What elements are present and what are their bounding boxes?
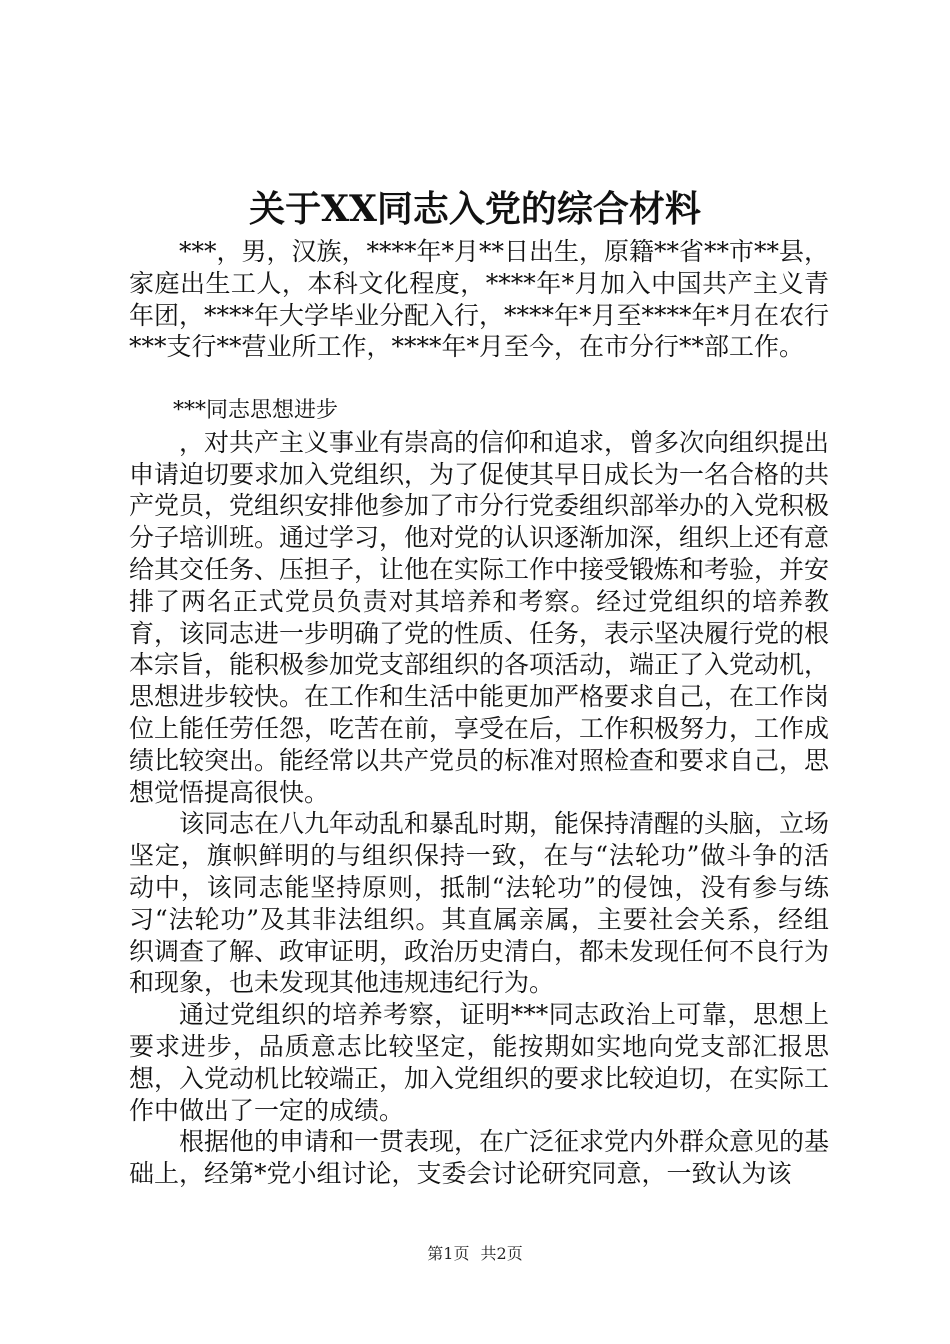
document-body (129, 236, 829, 1190)
paragraph-assessment: 通过党组织的培养考察，证明***同志政治上可靠，思想上要求进步，品质意志比较坚定，能按期如实地向党支部汇报思想，入党动机比较端正，加入党组织的要求比较迫切，在实际工作中做出了一定的成绩。 (129, 1000, 830, 1125)
paragraph-political-stance: 该同志在八九年动乱和暴乱时期，能保持清醒的头脑，立场坚定，旗帜鲜明的与组织保持一致，在与“法轮功”做斗争的活动中，该同志能坚持原则，抵制“法轮功”的侵蚀，没有参与练习“法轮功”及其非法组织。其直属亲属，主要社会关系，经组织调查了解、政审证明，政治历史清白，都未发现任何不良行为和现象，也未发现其他违规违纪行为。 (129, 809, 830, 998)
section-subheading: ***同志思想进步 (173, 397, 339, 423)
page-total: 共2页 (480, 1244, 523, 1263)
paragraph-conclusion: 根据他的申请和一贯表现，在广泛征求党内外群众意见的基础上，经第*党小组讨论，支委会讨论研究同意，一致认为该 (129, 1127, 830, 1189)
page-footer (0, 1244, 950, 1264)
document-title: 关于XX同志入党的综合材料 (249, 188, 701, 230)
paragraph-personal-info: ***，男，汉族，****年*月**日出生，原籍**省**市**县，家庭出生工人，本科文化程度，****年*月加入中国共产主义青年团，****年大学毕业分配入行，****年*月至****年*月在农行***支行**营业所工作，****年*月至今，在市分行**部工作。 (129, 237, 830, 362)
paragraph-ideological-progress: ，对共产主义事业有崇高的信仰和追求，曾多次向组织提出申请迫切要求加入党组织，为了促使其早日成长为一名合格的共产党员，党组织安排他参加了市分行党委组织部举办的入党积极分子培训班。通过学习，他对党的认识逐渐加深，组织上还有意给其交任务、压担子，让他在实际工作中接受锻炼和考验，并安排了两名正式党员负责对其培养和考察。经过党组织的培养教育，该同志进一步明确了党的性质、任务，表示坚决履行党的根本宗旨，能积极参加党支部组织的各项活动，端正了入党动机，思想进步较快。在工作和生活中能更加严格要求自己，在工作岗位上能任劳任怨，吃苦在前，享受在后，工作积极努力，工作成绩比较突出。能经常以共产党员的标准对照检查和要求自己，思想觉悟提高很快。 (129, 427, 830, 807)
page-number: 第1页 (427, 1244, 470, 1263)
